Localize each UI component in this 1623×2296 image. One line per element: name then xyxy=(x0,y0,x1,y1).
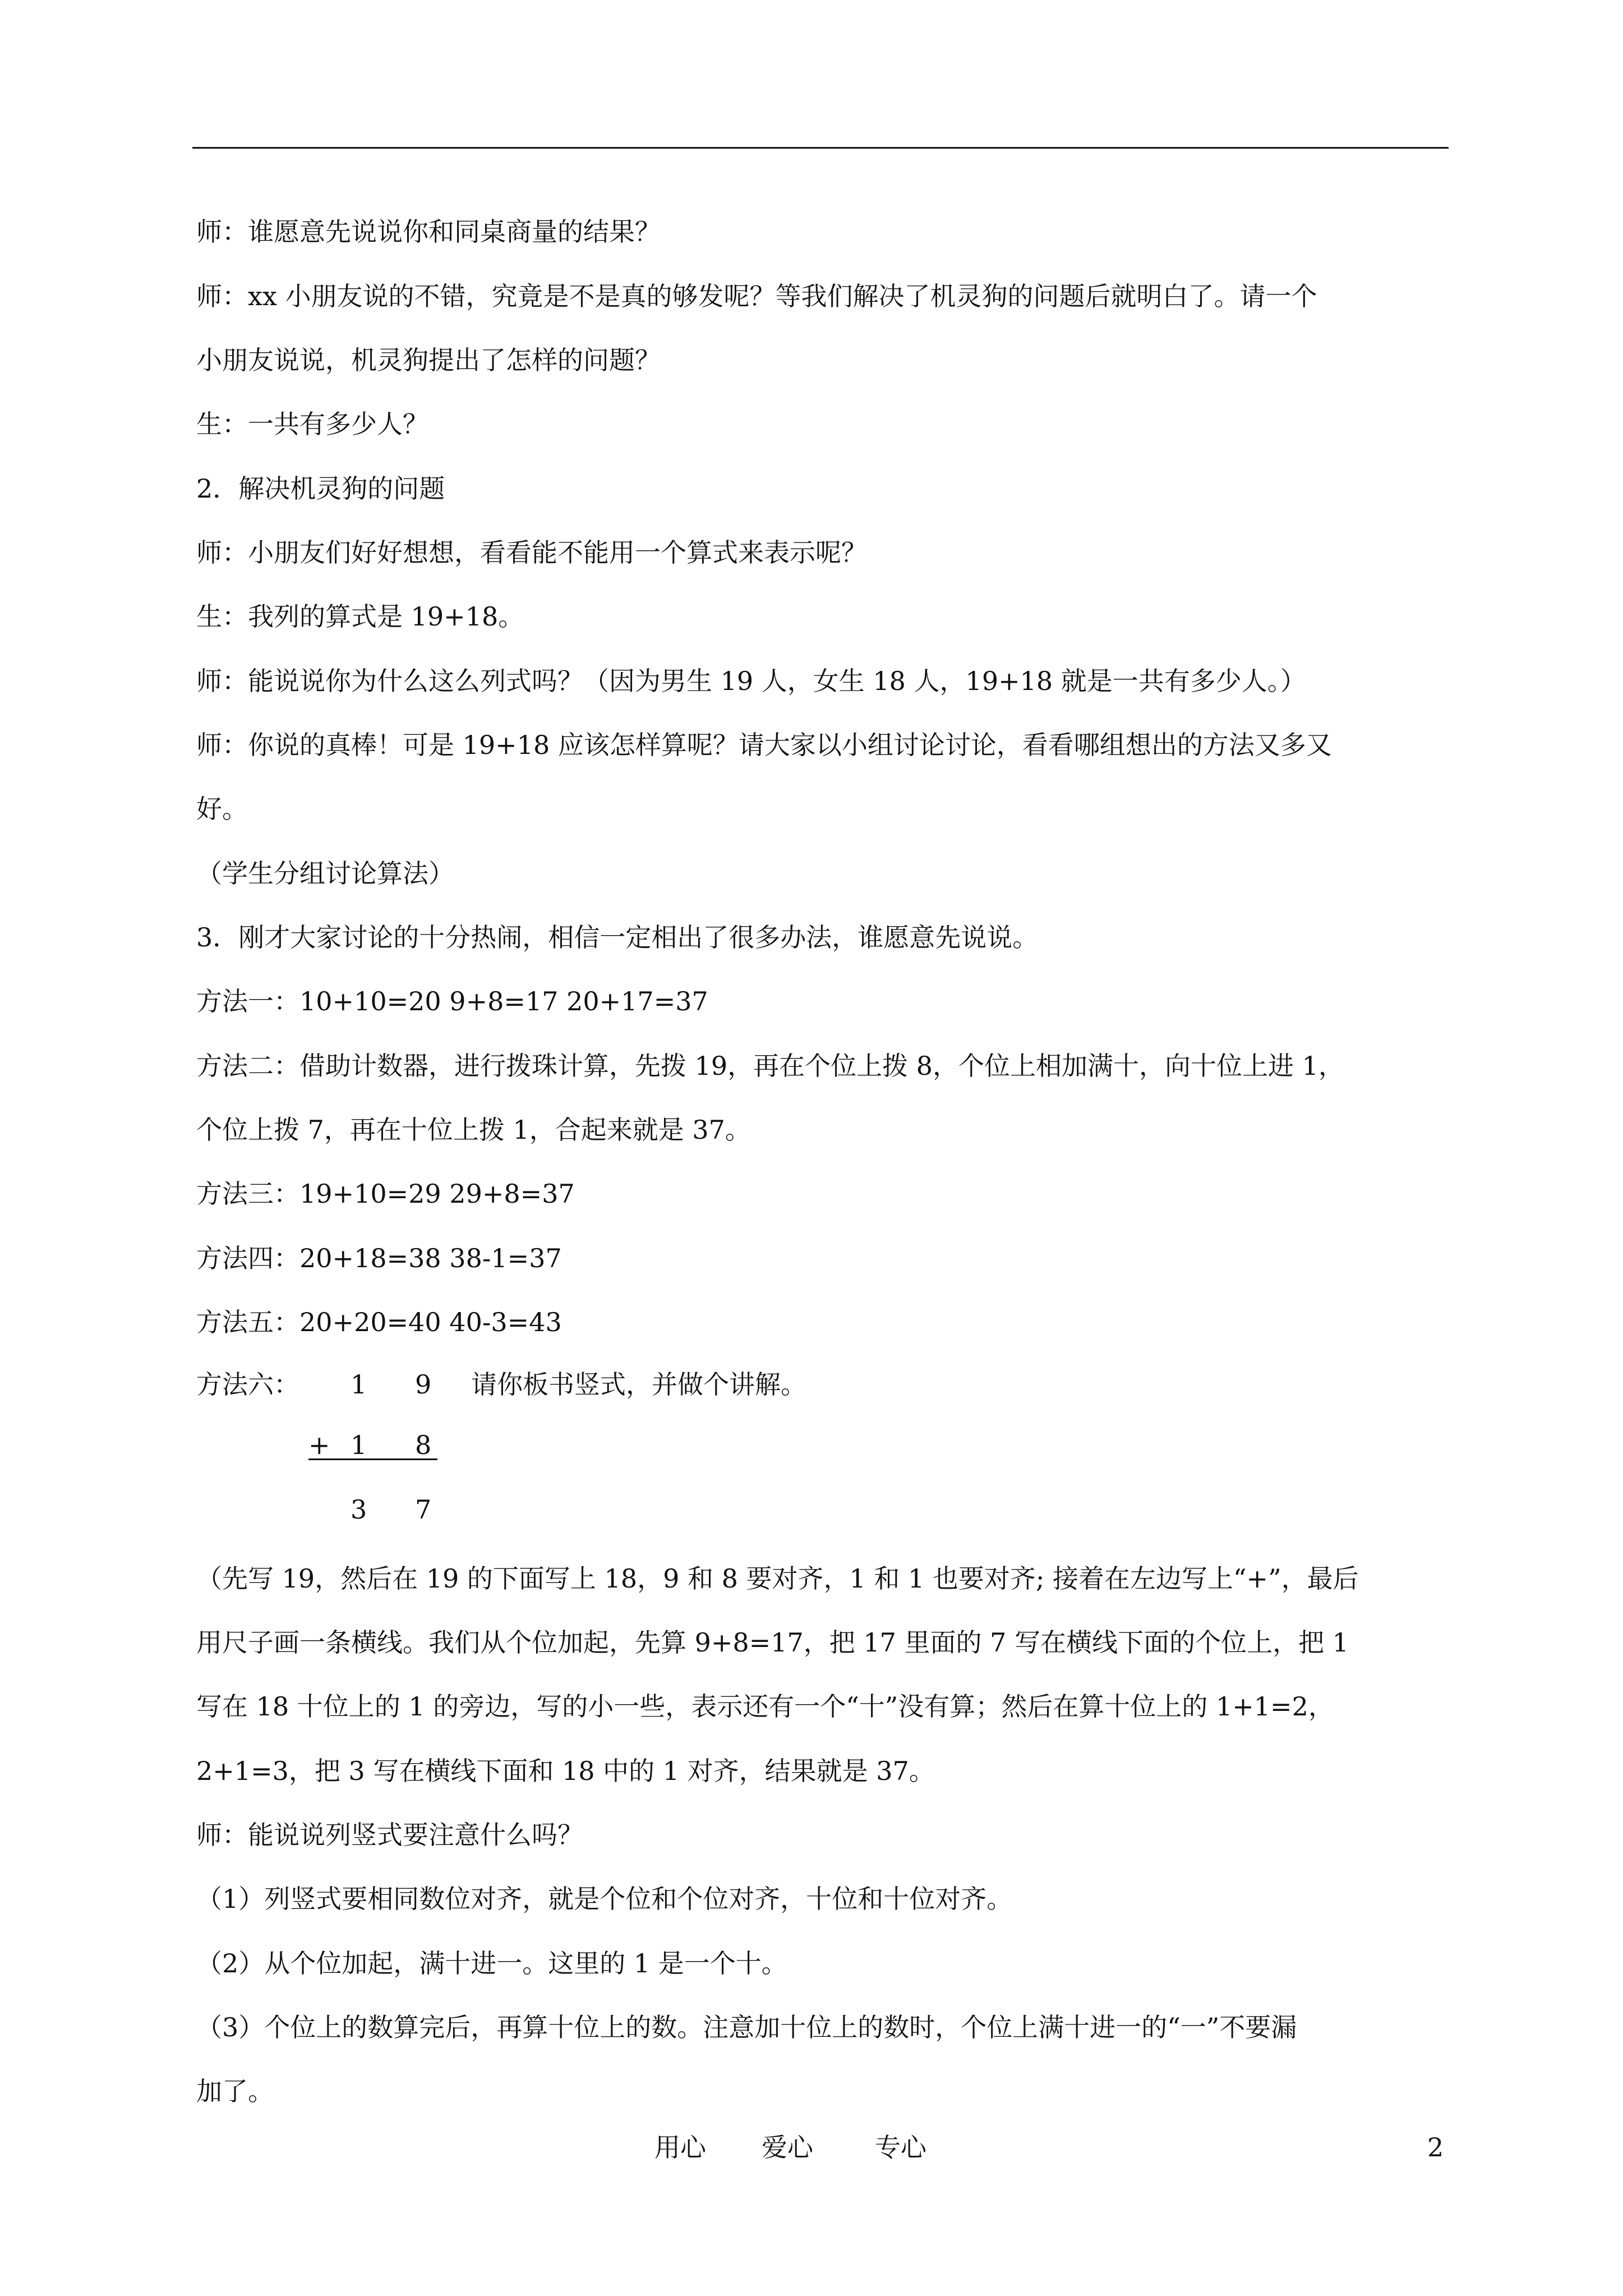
footer-motto-2: 爱心 xyxy=(762,2132,813,2162)
method-six-label: 方法六： xyxy=(196,1369,299,1400)
method-line: 方法五：20+20=40 40-3=43 xyxy=(196,1307,562,1337)
method-line: 方法一：10+10=20 9+8=17 20+17=37 xyxy=(196,986,708,1016)
list-item: （1）列竖式要相同数位对齐，就是个位和个位对齐，十位和十位对齐。 xyxy=(196,1884,1013,1914)
sum-rule xyxy=(308,1458,437,1460)
body-line: 生：我列的算式是 19+18。 xyxy=(196,601,524,632)
method-six-instruction: 请你板书竖式，并做个讲解。 xyxy=(471,1369,806,1400)
body-line: 师：小朋友们好好想想，看看能不能用一个算式来表示呢？ xyxy=(196,537,867,568)
body-line: 好。 xyxy=(196,794,248,824)
body-line: 小朋友说说，机灵狗提出了怎样的问题？ xyxy=(196,345,661,375)
addend-ones-digit: 9 xyxy=(415,1369,432,1400)
sum-tens-digit: 3 xyxy=(351,1494,367,1525)
addend2-tens-digit: 1 xyxy=(351,1430,367,1460)
sum-ones-digit: 7 xyxy=(415,1494,432,1525)
list-item: 加了。 xyxy=(196,2076,274,2106)
method-line: 个位上拨 7，再在十位上拨 1，合起来就是 37。 xyxy=(196,1115,751,1145)
body-line: 师：xx 小朋友说的不错，究竟是不是真的够发呢？等我们解决了机灵狗的问题后就明白了。请一个 xyxy=(196,281,1317,311)
body-line: 2+1=3，把 3 写在横线下面和 18 中的 1 对齐，结果就是 37。 xyxy=(196,1756,935,1786)
section-heading: 2．解决机灵狗的问题 xyxy=(196,473,445,504)
vertical-addition xyxy=(196,1369,1038,1548)
addend2-ones-digit: 8 xyxy=(415,1430,432,1460)
method-line: 方法四：20+18=38 38-1=37 xyxy=(196,1243,562,1273)
plus-sign: + xyxy=(308,1430,330,1460)
body-line: 用尺子画一条横线。我们从个位加起，先算 9+8=17，把 17 里面的 7 写在横线下面的个位上，把 1 xyxy=(196,1627,1349,1658)
body-line: （先写 19，然后在 19 的下面写上 18，9 和 8 要对齐，1 和 1 也要对齐; 接着在左边写上“+”，最后 xyxy=(196,1563,1359,1594)
method-line: 方法三：19+10=29 29+8=37 xyxy=(196,1179,575,1209)
body-line: 生：一共有多少人？ xyxy=(196,409,428,439)
body-line: 写在 18 十位上的 1 的旁边，写的小一些，表示还有一个“十”没有算；然后在算十位上的 1+1=2， xyxy=(196,1691,1334,1722)
footer-motto-3: 专心 xyxy=(875,2132,926,2162)
body-line: （学生分组讨论算法） xyxy=(196,858,454,889)
addend-tens-digit: 1 xyxy=(351,1369,367,1400)
body-line: 师：能说说你为什么这么列式吗？（因为男生 19 人，女生 18 人，19+18 就是一共有多少人。） xyxy=(196,666,1306,696)
header-rule xyxy=(192,147,1449,149)
section-heading: 3．刚才大家讨论的十分热闹，相信一定相出了很多办法，谁愿意先说说。 xyxy=(196,922,1039,953)
method-line: 方法二：借助计数器，进行拨珠计算，先拨 19，再在个位上拨 8，个位上相加满十，向十位上进 1， xyxy=(196,1051,1344,1081)
body-line: 师：谁愿意先说说你和同桌商量的结果？ xyxy=(196,217,661,247)
list-item: （3）个位上的数算完后，再算十位上的数。注意加十位上的数时，个位上满十进一的“一”不要漏 xyxy=(196,2012,1297,2042)
body-line: 师：能说说列竖式要注意什么吗？ xyxy=(196,1820,583,1850)
list-item: （2）从个位加起，满十进一。这里的 1 是一个十。 xyxy=(196,1948,787,1978)
body-line: 师：你说的真棒！可是 19+18 应该怎样算呢？请大家以小组讨论讨论，看看哪组想出的方法又多又 xyxy=(196,730,1332,760)
footer-motto-1: 用心 xyxy=(654,2132,706,2162)
page-number: 2 xyxy=(1427,2132,1444,2162)
